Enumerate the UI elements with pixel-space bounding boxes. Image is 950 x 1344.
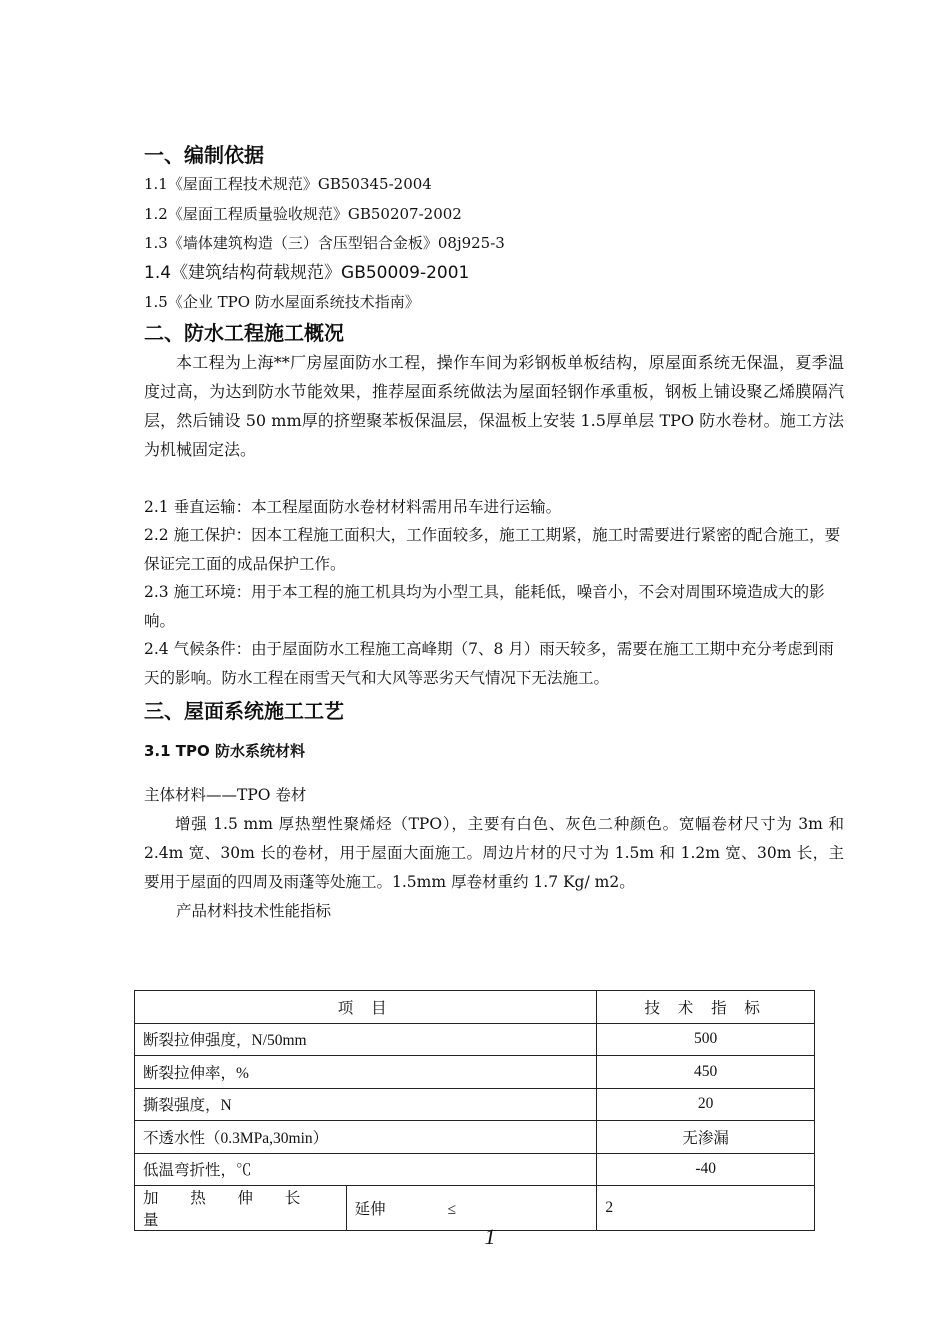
table-row bbox=[135, 1023, 815, 1056]
reference-item: 1.1《屋面工程技术规范》GB50345-2004 bbox=[144, 175, 432, 193]
section-heading-3: 三、屋面系统施工工艺 bbox=[144, 699, 344, 723]
table-header-row bbox=[135, 991, 815, 1024]
reference-item: 1.3《墙体建筑构造（三）含压型铝合金板》08j925-3 bbox=[144, 234, 505, 252]
table-row bbox=[135, 1153, 815, 1186]
table-row bbox=[135, 1056, 815, 1089]
table-row bbox=[135, 1121, 815, 1154]
table-header-spec: 技 术 指 标 bbox=[597, 991, 815, 1024]
material-paragraph: 增强 1.5 mm 厚热塑性聚烯烃（TPO），主要有白色、灰色二种颜色。宽幅卷材尺寸为 3m 和 2.4m 宽、30m 长的卷材，用于屋面大面施工。周边片材的尺寸为 1.5m 和 1.2m 宽、30m 长，主要用于屋面的四周及雨蓬等处施工。1.5mm 厚卷材重约 1.7 Kg/ m2。 bbox=[144, 814, 844, 891]
table-cell-item: 不透水性（0.3MPa,30min） bbox=[135, 1121, 597, 1154]
overview-item: 2.2 施工保护：因本工程施工面积大，工作面较多，施工工期紧，施工时需要进行紧密的配合施工，要保证完工面的成品保护工作。 bbox=[144, 526, 841, 573]
page-number: 1 bbox=[484, 1224, 496, 1249]
table-cell-item-a: 加 热 伸 长 量 bbox=[135, 1186, 347, 1231]
document-body bbox=[144, 140, 844, 929]
table-cell-item: 断裂拉伸率，% bbox=[135, 1056, 597, 1089]
spec-table bbox=[134, 990, 815, 1231]
overview-item: 2.4 气候条件：由于屋面防水工程施工高峰期（7、8 月）雨天较多，需要在施工工期中充分考虑到雨天的影响。防水工程在雨雪天气和大风等恶劣天气情况下无法施工。 bbox=[144, 640, 834, 687]
table-cell-spec: 无渗漏 bbox=[597, 1121, 815, 1154]
table-caption: 产品材料技术性能指标 bbox=[176, 901, 332, 920]
overview-item: 2.3 施工环境：用于本工程的施工机具均为小型工具，能耗低，噪音小，不会对周围环境造成大的影响。 bbox=[144, 583, 825, 630]
table-cell-spec: -40 bbox=[597, 1153, 815, 1186]
table-row bbox=[135, 1088, 815, 1121]
reference-item: 1.5《企业 TPO 防水屋面系统技术指南》 bbox=[144, 293, 420, 311]
table-cell-spec: 2 bbox=[597, 1186, 815, 1231]
table-cell-item: 低温弯折性，℃ bbox=[135, 1153, 597, 1186]
reference-item: 1.4《建筑结构荷载规范》GB50009-2001 bbox=[144, 262, 470, 283]
table-header-item: 项 目 bbox=[135, 991, 597, 1024]
material-label: 主体材料——TPO 卷材 bbox=[144, 786, 307, 804]
table-cell-spec: 20 bbox=[597, 1088, 815, 1121]
table-cell-item: 撕裂强度，N bbox=[135, 1088, 597, 1121]
section-heading-2: 二、防水工程施工概况 bbox=[144, 320, 344, 345]
subsection-heading: 3.1 TPO 防水系统材料 bbox=[144, 742, 305, 760]
table-cell-spec: 450 bbox=[597, 1056, 815, 1089]
table-cell-item: 断裂拉伸强度，N/50mm bbox=[135, 1023, 597, 1056]
overview-paragraph: 本工程为上海**厂房屋面防水工程，操作车间为彩钢板单板结构，原屋面系统无保温，夏季温度过高，为达到防水节能效果，推荐屋面系统做法为屋面轻钢作承重板，钢板上铺设聚乙烯膜隔汽层，然后铺设 50 mm厚的挤塑聚苯板保温层，保温板上安装 1.5厚单层 TPO 防水卷材。施工方法为机械固定法。 bbox=[144, 352, 844, 459]
reference-item: 1.2《屋面工程质量验收规范》GB50207-2002 bbox=[144, 204, 462, 223]
blank-line bbox=[144, 464, 844, 493]
table-cell-item-b: 延伸 ≤ bbox=[346, 1186, 597, 1231]
overview-item: 2.1 垂直运输：本工程屋面防水卷材材料需用吊车进行运输。 bbox=[144, 497, 562, 516]
section-heading-1: 一、编制依据 bbox=[144, 143, 264, 167]
table-cell-spec: 500 bbox=[597, 1023, 815, 1056]
